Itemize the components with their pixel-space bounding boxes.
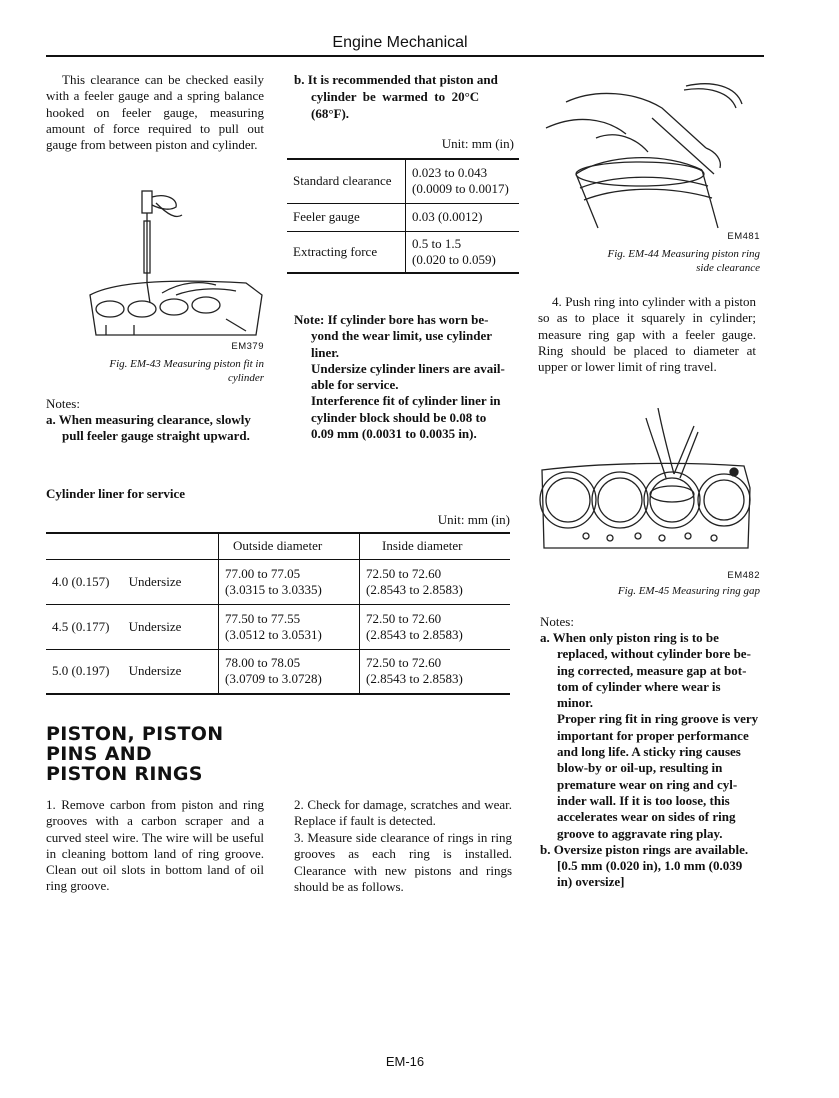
liner-id-in: (2.8543 to 2.8583): [366, 581, 463, 597]
liner-table: [46, 532, 510, 695]
note-line: cylinder block should be 0.08 to: [311, 409, 487, 425]
liner-size-type: Undersize: [128, 618, 182, 634]
liner-id: [360, 604, 511, 649]
note-line: in) oversize]: [557, 874, 625, 890]
note-a-line2: pull feeler gauge straight upward.: [62, 428, 250, 443]
note-line: replaced, without cylinder bore be-: [557, 646, 751, 662]
clearance-value-mm: 0.5 to 1.5: [412, 235, 462, 251]
liner-od: [219, 559, 360, 604]
liner-header-inside: Inside diameter: [382, 538, 463, 554]
clearance-row: [287, 203, 519, 231]
liner-id-mm: 72.50 to 72.60: [366, 655, 442, 671]
liner-od-mm: 78.00 to 78.05: [225, 655, 301, 671]
clearance-label: Standard clearance: [287, 159, 406, 203]
note-line: tom of cylinder where wear is: [557, 678, 721, 694]
clearance-value-in: (0.020 to 0.059): [412, 251, 496, 267]
ring-side-clearance-illustration: [536, 78, 762, 230]
liner-row: [46, 604, 510, 649]
liner-od-in: (3.0512 to 3.0531): [225, 626, 322, 642]
liner-header-blank: [46, 533, 219, 559]
liner-size-value: 4.0 (0.157): [52, 573, 110, 589]
figure-45-caption: Fig. EM-45 Measuring ring gap: [617, 585, 760, 597]
note-line: Note: If cylinder bore has worn be-: [294, 312, 489, 327]
note-line: premature wear on ring and cyl-: [557, 776, 738, 792]
clearance-row: [287, 231, 519, 273]
note-line: [0.5 mm (0.020 in), 1.0 mm (0.039: [557, 858, 743, 874]
note-line: groove to aggravate ring play.: [557, 825, 723, 841]
note-line: b. Oversize piston rings are available.: [540, 841, 749, 857]
note-line: a. When only piston ring is to be: [540, 630, 719, 645]
clearance-value: [406, 231, 520, 273]
intro-paragraph: This clearance can be checked easily with a feeler gauge and a spring balance hooked on feeler gauge, measuring amount of force required to pull out gauge from between piston and cylinder.: [46, 72, 264, 153]
liner-id-mm: 72.50 to 72.60: [366, 565, 442, 581]
liner-size: [46, 604, 219, 649]
note-b-line3: (68°F).: [311, 106, 350, 121]
clearance-table: [287, 158, 519, 274]
liner-section-title: Cylinder liner for service: [46, 486, 186, 501]
liner-size-type: Undersize: [128, 663, 182, 679]
liner-id-mm: 72.50 to 72.60: [366, 610, 442, 626]
step-4-paragraph: 4. Push ring into cylinder with a piston so as to place it squarely in cylinder; measure ring gap with a feeler gauge. Ring should be placed to diameter at upper or lower limit of ring travel.: [538, 294, 756, 375]
section-heading-line2: PINS AND: [46, 743, 152, 765]
ring-gap-illustration: [538, 408, 760, 558]
note-line: and long life. A sticky ring causes: [557, 744, 741, 760]
page-number: EM-16: [385, 1054, 425, 1069]
liner-size: [46, 559, 219, 604]
liner-size-value: 5.0 (0.197): [52, 663, 110, 679]
step-3-paragraph: 3. Measure side clearance of rings in ring grooves as each ring is installed. Clearance with new pistons and rings should be as follows.: [294, 830, 512, 894]
header-rule: [46, 55, 764, 57]
liner-od: [219, 649, 360, 694]
note-line: able for service.: [311, 377, 399, 393]
clearance-value-in: (0.0009 to 0.0017): [412, 181, 509, 197]
liner-id-in: (2.8543 to 2.8583): [366, 671, 463, 687]
note-line: important for proper performance: [557, 727, 749, 743]
liner-od: [219, 604, 360, 649]
note-line: accelerates wear on sides of ring: [557, 809, 736, 825]
note-b-line2: cylinder be warmed to 20°C: [311, 89, 480, 104]
clearance-value: 0.03 (0.0012): [412, 209, 483, 224]
section-heading: [46, 724, 286, 784]
note-a-line1: a. When measuring clearance, slowly: [46, 412, 251, 427]
note-line: yond the wear limit, use cylinder: [311, 328, 493, 344]
liner-header-outside: Outside diameter: [219, 533, 360, 559]
liner-od-mm: 77.00 to 77.05: [225, 565, 301, 581]
liner-size-type: Undersize: [128, 573, 182, 589]
section-heading-line3: PISTON RINGS: [46, 763, 203, 785]
note-line: Proper ring fit in ring groove is very: [557, 711, 759, 727]
figure-43-caption-line1: Fig. EM-43 Measuring piston fit in: [109, 358, 264, 370]
figure-44-caption-line1: Fig. EM-44 Measuring piston ring: [607, 248, 760, 260]
liner-row: [46, 559, 510, 604]
clearance-row: [287, 159, 519, 203]
figure-45-code: EM482: [727, 570, 760, 581]
feeler-gauge-illustration: [86, 185, 266, 345]
cylinder-liner-note: [294, 312, 520, 442]
liner-od-in: (3.0709 to 3.0728): [225, 671, 322, 687]
col3-notes-title: Notes:: [540, 614, 574, 629]
notes-title: Notes:: [46, 396, 80, 411]
note-line: Interference fit of cylinder liner in: [311, 393, 501, 409]
liner-table-unit: Unit: mm (in): [437, 512, 510, 527]
clearance-value-mm: 0.023 to 0.043: [412, 165, 488, 181]
liner-row: [46, 649, 510, 694]
note-b-line1: b. It is recommended that piston and: [294, 72, 498, 87]
clearance-value: [406, 159, 520, 203]
liner-od-mm: 77.50 to 77.55: [225, 610, 301, 626]
page-header-title: Engine Mechanical: [332, 34, 468, 51]
liner-size-value: 4.5 (0.177): [52, 618, 110, 634]
clearance-label: Feeler gauge: [287, 203, 406, 231]
step-2-paragraph: 2. Check for damage, scratches and wear. Replace if fault is detected.: [294, 797, 512, 829]
liner-od-in: (3.0315 to 3.0335): [225, 581, 322, 597]
note-line: ing corrected, measure gap at bot-: [557, 662, 747, 678]
clearance-label: Extracting force: [287, 231, 406, 273]
liner-id: [360, 559, 511, 604]
col3-note-a: [540, 630, 762, 891]
figure-44-caption-line2: side clearance: [696, 262, 760, 274]
liner-id-in: (2.8543 to 2.8583): [366, 626, 463, 642]
note-line: inder wall. If it is too loose, this: [557, 792, 730, 808]
liner-size: [46, 649, 219, 694]
figure-43-code: EM379: [231, 341, 264, 352]
note-line: liner.: [311, 344, 340, 360]
note-line: minor.: [557, 695, 593, 711]
step-1-paragraph: 1. Remove carbon from piston and ring grooves with a carbon scraper and a curved steel wire. The wire will be useful in cleaning bottom land of ring groove. Clean out oil slots in bottom land of oil ring groove.: [46, 797, 264, 894]
figure-44-code: EM481: [727, 231, 760, 242]
note-line: blow-by or oil-up, resulting in: [557, 760, 723, 776]
liner-id: [360, 649, 511, 694]
clearance-table-unit: Unit: mm (in): [441, 136, 514, 151]
figure-43-caption-line2: cylinder: [227, 372, 264, 384]
section-heading-line1: PISTON, PISTON: [46, 723, 224, 745]
liner-header-row: [46, 533, 510, 559]
note-line: Undersize cylinder liners are avail-: [311, 360, 505, 376]
note-line: 0.09 mm (0.0031 to 0.0035 in).: [311, 426, 477, 442]
